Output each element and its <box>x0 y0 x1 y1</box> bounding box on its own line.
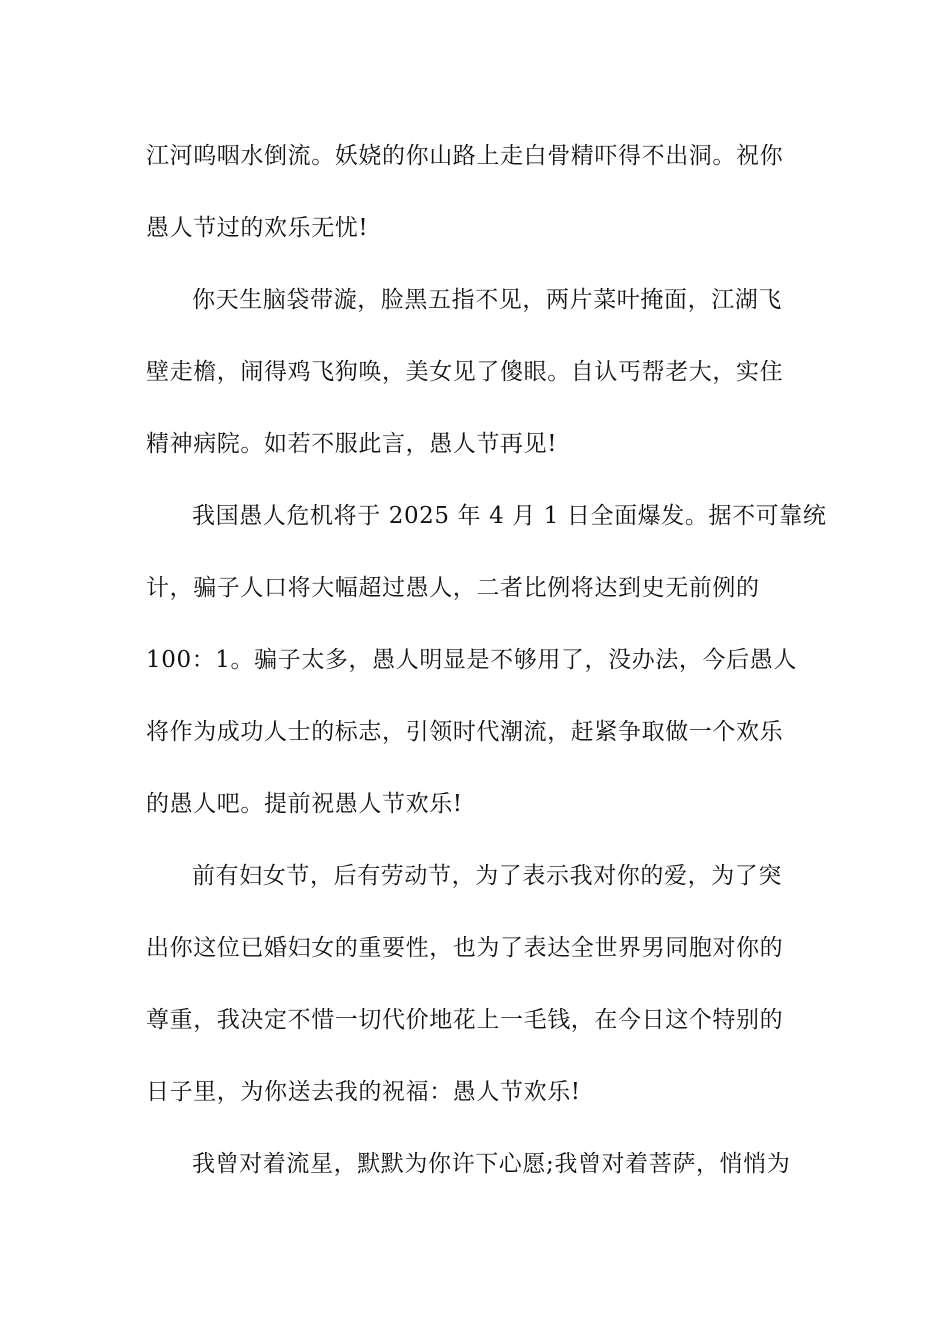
body-text <box>146 128 827 1192</box>
paragraph-start-line: 我曾对着流星，默默为你许下心愿;我曾对着菩萨，悄悄为 <box>192 1151 791 1177</box>
text-line: 日子里，为你送去我的祝福：愚人节欢乐! <box>146 1079 581 1105</box>
paragraph-start-line: 你天生脑袋带漩，脸黑五指不见，两片菜叶掩面，江湖飞 <box>192 287 782 313</box>
text-line: 愚人节过的欢乐无忧! <box>146 215 369 241</box>
text-line: 计，骗子人口将大幅超过愚人，二者比例将达到史无前例的 <box>146 575 760 601</box>
text-line: 壁走檐，闹得鸡飞狗唤，美女见了傻眼。自认丐帮老大，实住 <box>146 359 784 385</box>
paragraph-start-line: 前有妇女节，后有劳动节，为了表示我对你的爱，为了突 <box>192 863 782 889</box>
text-line: 将作为成功人士的标志，引领时代潮流，赶紧争取做一个欢乐 <box>146 719 784 745</box>
paragraph-start-line: 我国愚人危机将于 2025 年 4 月 1 日全面爆发。据不可靠统 <box>192 503 827 529</box>
text-line: 出你这位已婚妇女的重要性，也为了表达全世界男同胞对你的 <box>146 935 784 961</box>
text-line: 精神病院。如若不服此言，愚人节再见! <box>146 431 558 457</box>
text-line: 尊重，我决定不惜一切代价地花上一毛钱，在今日这个特别的 <box>146 1007 784 1033</box>
text-line: 100：1。骗子太多，愚人明显是不够用了，没办法，今后愚人 <box>146 647 797 673</box>
text-line: 的愚人吧。提前祝愚人节欢乐! <box>146 791 463 817</box>
text-line: 江河呜咽水倒流。妖娆的你山路上走白骨精吓得不出洞。祝你 <box>146 143 784 169</box>
